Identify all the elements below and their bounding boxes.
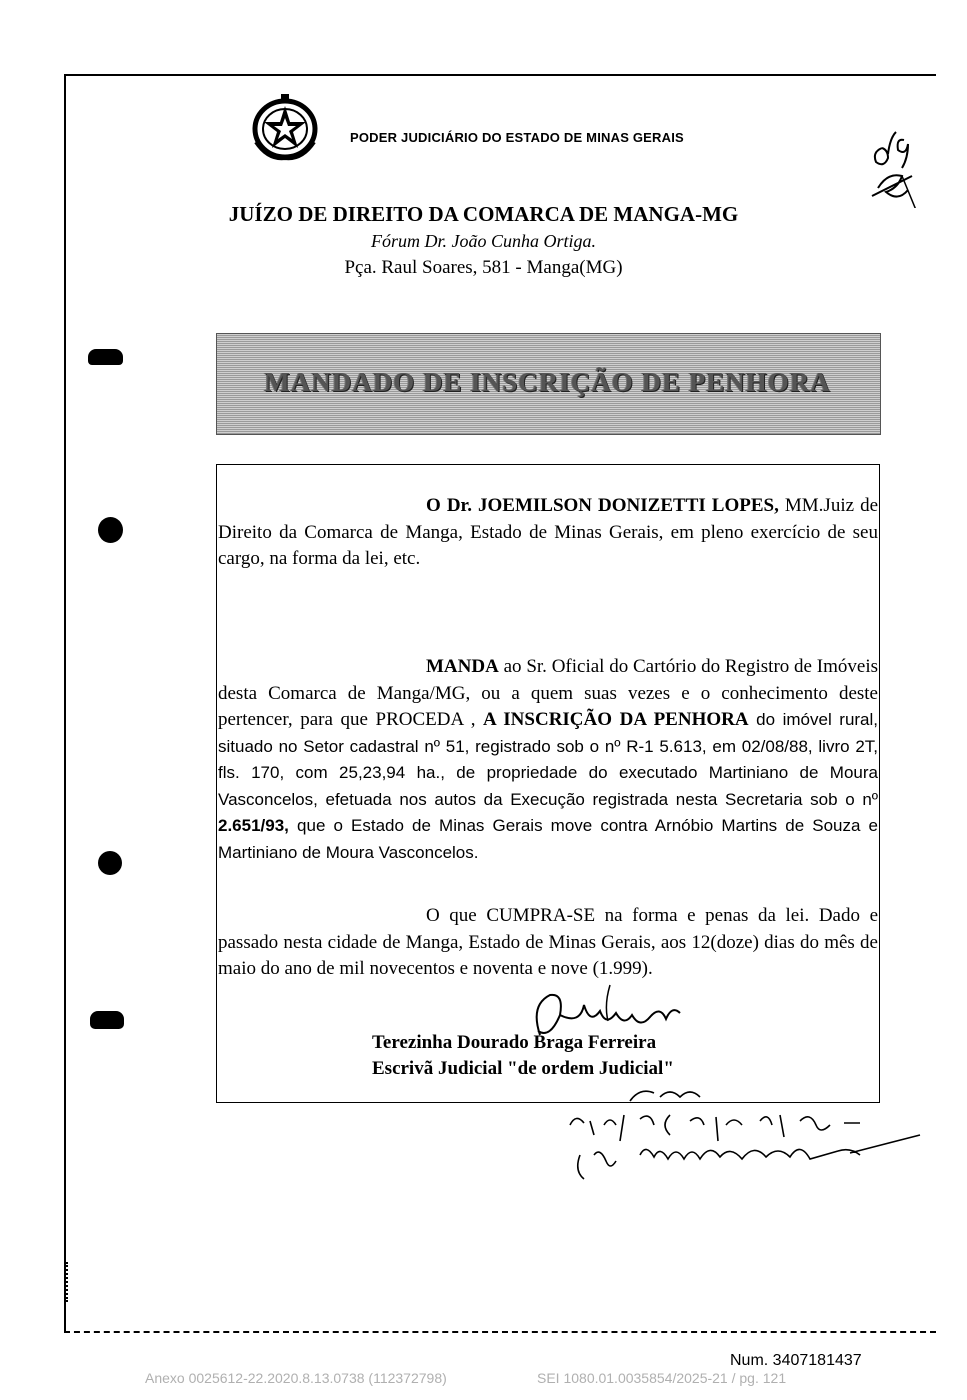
judge-description: MM.Juiz de Direito da Comarca de Manga, Estado de Minas Gerais, em pleno exercício de seu cargo, na forma da lei, etc. <box>218 495 879 569</box>
handwritten-signature <box>520 975 940 1195</box>
page-frame-bottom <box>64 1331 936 1333</box>
order-action: A INSCRIÇÃO DA PENHORA <box>483 709 749 730</box>
document-number: Num. 3407181437 <box>730 1352 862 1369</box>
paragraph-closing <box>218 903 878 983</box>
case-number: 2.651/93, <box>218 816 289 835</box>
order-text-b: do imóvel rural, situado no Setor cadastral nº 51, registrado sob o nº R-1 5.613, em 02/08/88, livro 2T, fls. 170, com 25,23,94 ha., de propriedade do executado Martiniano de Moura Vasconcelos, efetuada nos autos da Execução registrada nesta Secretaria sob o nº <box>218 710 879 809</box>
punch-hole <box>98 851 122 875</box>
issuing-authority: PODER JUDICIÁRIO DO ESTADO DE MINAS GERAIS <box>350 130 684 145</box>
order-text-a: ao Sr. Oficial do Cartório do Registro de Imóveis desta Comarca de Manga/MG, ou a quem suas vezes e o conhecimento deste pertencer, para que PROCEDA , <box>218 656 878 730</box>
clerk-name: Terezinha Dourado Braga Ferreira <box>372 1032 657 1053</box>
punch-hole <box>90 1011 124 1029</box>
punch-hole <box>88 349 123 365</box>
sei-reference: SEI 1080.01.0035854/2025-21 / pg. 121 <box>537 1370 787 1386</box>
clerk-role: Escrivã Judicial "de ordem Judicial" <box>372 1058 674 1079</box>
closing-lead: O que CUMPRA-SE na forma e penas da lei. <box>426 905 810 926</box>
coat-of-arms-seal <box>248 92 322 162</box>
court-title: JUÍZO DE DIREITO DA COMARCA DE MANGA-MG <box>228 202 739 226</box>
closing-date: Dado e passado nesta cidade de Manga, Estado de Minas Gerais, aos 12(doze) dias do mês de maio do ano de mil novecentos e noventa e nove (1.999). <box>218 905 878 979</box>
handwritten-page-mark <box>868 118 918 208</box>
court-address: Pça. Raul Soares, 581 - Manga(MG) <box>344 257 623 278</box>
forum-name: Fórum Dr. João Cunha Ortiga. <box>370 231 596 251</box>
order-verb: MANDA <box>426 656 499 677</box>
document-title: MANDADO DE INSCRIÇÃO DE PENHORA <box>264 367 831 397</box>
judge-intro: O Dr. JOEMILSON DONIZETTI LOPES, <box>426 495 779 516</box>
margin-tick <box>66 1262 70 1302</box>
annex-reference: Anexo 0025612-22.2020.8.13.0738 (112372798) <box>145 1370 447 1386</box>
paragraph-order <box>218 654 878 866</box>
order-text-c: que o Estado de Minas Gerais move contra Arnóbio Martins de Souza e Martiniano de Moura Vasconcelos. <box>218 816 878 862</box>
paragraph-judge <box>218 493 878 573</box>
page-frame-top <box>64 74 936 76</box>
punch-hole <box>98 517 123 543</box>
